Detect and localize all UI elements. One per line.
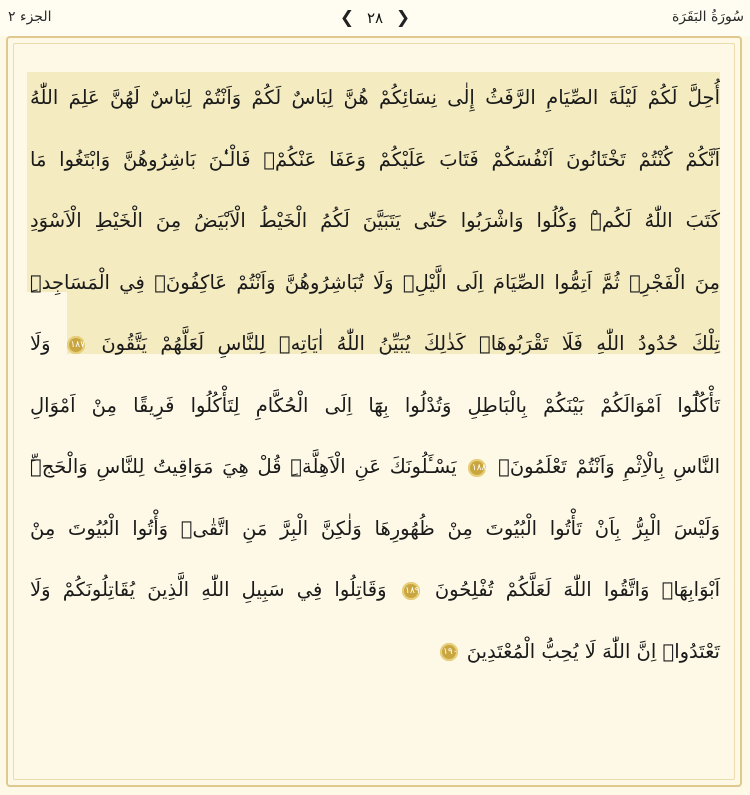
verse-text: النَّاسِ بِالْاِثْمِ وَاَنْتُمْ تَعْلَمُونَ۟ <box>498 455 721 478</box>
verse-line[interactable] <box>30 263 720 303</box>
verse-text: كَتَبَ اللّٰهُ لَكُمْۜ وَكُلُوا وَاشْرَبُوا حَتّٰى يَتَبَيَّنَ لَكُمُ الْخَيْطُ الْاَبْيَضُ مِنَ الْخَيْطِ الْاَسْوَدِ <box>30 209 720 232</box>
page-navigator <box>339 6 411 30</box>
verse-text: اَنَّكُمْ كُنْتُمْ تَخْتَانُونَ اَنْفُسَكُمْ فَتَابَ عَلَيْكُمْ وَعَفَا عَنْكُمْۚ فَالْـٰٔنَ بَاشِرُوهُنَّ وَابْتَغُوا مَا <box>30 147 720 171</box>
page-number: ٢٨ <box>366 9 384 27</box>
verse-line[interactable] <box>30 570 720 610</box>
ayah-number-marker: ١٩٠ <box>440 643 458 661</box>
verse-text: أُحِلَّ لَكُمْ لَيْلَةَ الصِّيَامِ الرَّفَثُ إِلٰى نِسَائِكُمْ هُنَّ لِبَاسٌ لَكُمْ وَاَنْتُمْ لِبَاسٌ لَهُنَّ عَلِمَ اللّٰهُ <box>30 86 720 109</box>
juz-label: الجزء ٢ <box>8 9 52 25</box>
page-header <box>0 0 750 36</box>
verse-line[interactable] <box>30 140 720 180</box>
verse-text: تَأْكُلُٓوا اَمْوَالَكُمْ بَيْنَكُمْ بِالْبَاطِلِ وَتُدْلُوا بِهَٓا اِلَى الْحُكَّامِ لِتَأْكُلُوا فَرِيقًا مِنْ اَمْوَالِ <box>30 393 720 417</box>
verse-line[interactable] <box>30 324 720 364</box>
verse-text: مِنَ الْفَجْرِۖ ثُمَّ اَتِمُّوا الصِّيَامَ اِلَى الَّيْلِۚ وَلَا تُبَاشِرُوهُنَّ وَاَنْتُمْ عَاكِفُونَۙ فِي الْمَسَاجِدِۜ <box>30 270 720 294</box>
verse-text: وَلَا <box>30 332 51 355</box>
verse-line[interactable] <box>30 78 720 118</box>
ayah-number-marker: ١٨٨ <box>468 459 486 477</box>
chevron-right-icon[interactable]: ❯ <box>395 8 411 28</box>
verse-text: يَسْـَٔلُونَكَ عَنِ الْاَهِلَّةِۜ قُلْ هِيَ مَوَاقِيتُ لِلنَّاسِ وَالْحَجِّۜ <box>30 455 457 478</box>
verse-text: تِلْكَ حُدُودُ اللّٰهِ فَلَا تَقْرَبُوهَاۜ كَذٰلِكَ يُبَيِّنُ اللّٰهُ اٰيَاتِه۪ لِلنَّاسِ لَعَلَّهُمْ يَتَّقُونَ <box>101 332 721 355</box>
verse-text: اَبْوَابِهَاۖ وَاتَّقُوا اللّٰهَ لَعَلَّكُمْ تُفْلِحُونَ <box>434 578 721 601</box>
verse-line[interactable] <box>30 632 720 672</box>
ayah-number-marker: ١٨٩ <box>402 582 420 600</box>
ayah-number-marker: ١٨٧ <box>67 336 85 354</box>
verse-line[interactable] <box>30 386 720 426</box>
chevron-left-icon[interactable]: ❮ <box>339 8 355 28</box>
verse-text: وَلَيْسَ الْبِرُّ بِاَنْ تَأْتُوا الْبُيُوتَ مِنْ ظُهُورِهَا وَلٰكِنَّ الْبِرَّ مَنِ اتَّقٰىۚ وَأْتُوا الْبُيُوتَ مِنْ <box>30 516 720 540</box>
surah-name: سُورَةُ البَقَرَة <box>671 9 744 25</box>
verse-text: تَعْتَدُواۜ اِنَّ اللّٰهَ لَا يُحِبُّ الْمُعْتَدِينَ <box>466 639 720 663</box>
verse-line[interactable] <box>30 447 720 487</box>
verse-text: وَقَاتِلُوا فِي سَبِيلِ اللّٰهِ الَّذِينَ يُقَاتِلُونَكُمْ وَلَا <box>30 578 387 601</box>
verse-line[interactable] <box>30 201 720 241</box>
verse-line[interactable] <box>30 509 720 549</box>
